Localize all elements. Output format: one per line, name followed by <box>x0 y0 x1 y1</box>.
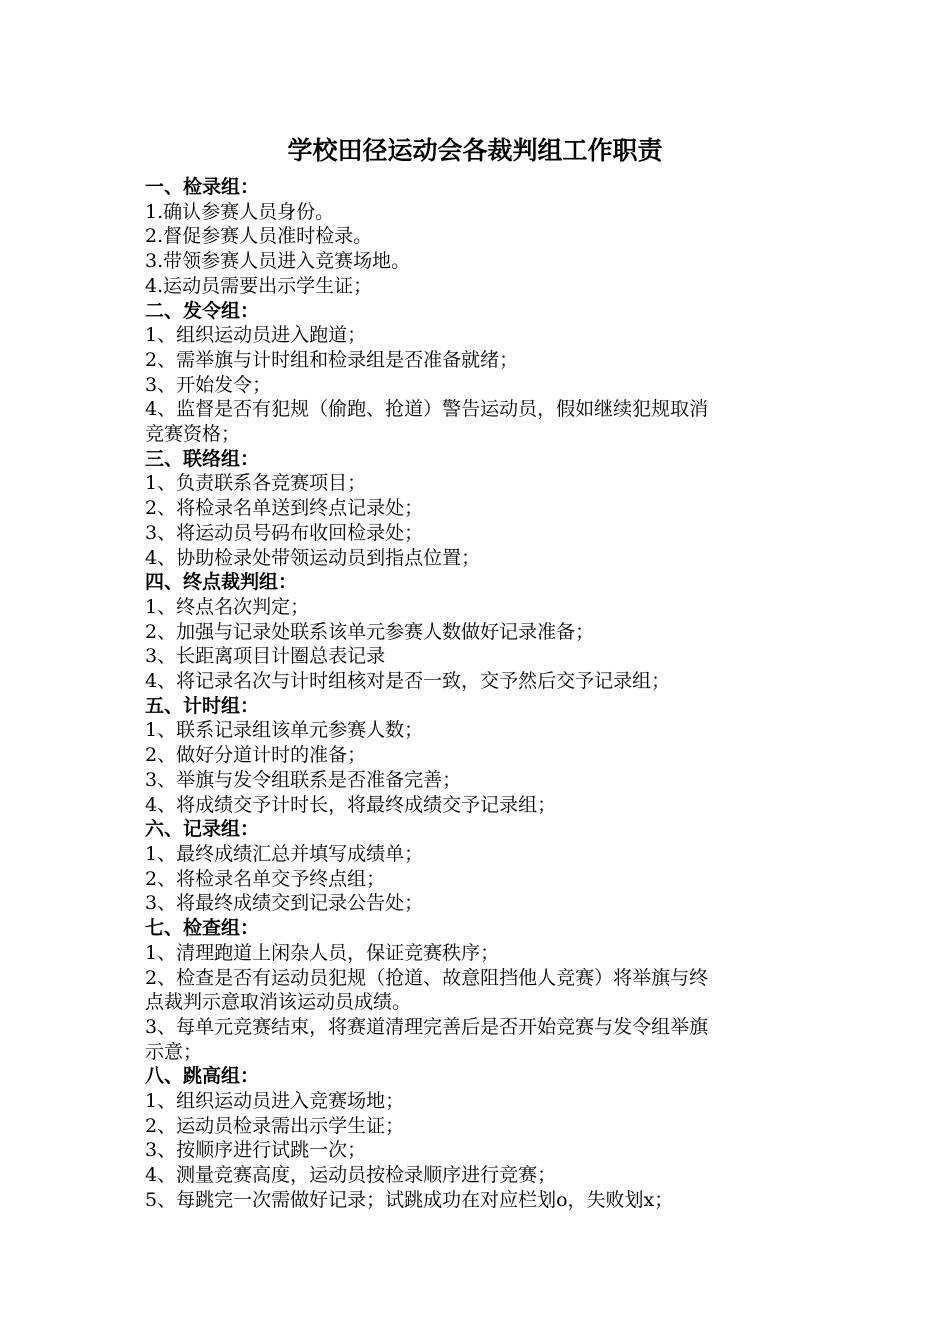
section-7 <box>145 916 813 1064</box>
list-item: 3、长距离项目计圈总表记录 <box>145 645 386 668</box>
list-item-continuation: 点裁判示意取消该运动员成绩。 <box>145 991 412 1014</box>
list-item: 2、需举旗与计时组和检录组是否准备就绪； <box>145 348 519 371</box>
list-item: 1、组织运动员进入跑道； <box>145 324 367 347</box>
section-heading: 四、终点裁判组： <box>145 571 298 594</box>
list-item: 4、监督是否有犯规（偷跑、抢道）警告运动员，假如继续犯规取消 <box>145 398 709 421</box>
list-item: 4、测量竞赛高度，运动员按检录顺序进行竞赛； <box>145 1164 557 1187</box>
list-item: 1、联系记录组该单元参赛人数； <box>145 719 424 742</box>
list-item: 1.确认参赛人员身份。 <box>145 200 335 223</box>
section-heading: 七、检查组： <box>145 917 260 940</box>
section-1 <box>145 175 813 299</box>
list-item: 3.带领参赛人员进入竞赛场地。 <box>145 250 411 273</box>
section-5 <box>145 694 813 818</box>
list-item: 4、将成绩交予计时长，将最终成绩交予记录组； <box>145 793 557 816</box>
list-item: 4、将记录名次与计时组核对是否一致，交予然后交予记录组； <box>145 670 671 693</box>
list-item: 1、负责联系各竞赛项目； <box>145 472 367 495</box>
section-heading: 一、检录组： <box>145 176 260 198</box>
list-item: 2、运动员检录需出示学生证； <box>145 1114 405 1137</box>
section-8 <box>145 1064 813 1212</box>
list-item: 3、每单元竞赛结束，将赛道清理完善后是否开始竞赛与发令组举旗 <box>145 1015 709 1038</box>
section-2 <box>145 299 813 447</box>
document-body <box>145 175 813 1213</box>
section-heading: 三、联络组： <box>145 447 260 470</box>
list-item: 3、举旗与发令组联系是否准备完善； <box>145 768 462 791</box>
list-item: 1、清理跑道上闲杂人员，保证竞赛秩序； <box>145 941 500 964</box>
list-item: 2.督促参赛人员准时检录。 <box>145 225 373 248</box>
section-3 <box>145 447 813 571</box>
list-item: 1、最终成绩汇总并填写成绩单； <box>145 842 424 865</box>
list-item: 4.运动员需要出示学生证； <box>145 274 373 297</box>
section-4 <box>145 570 813 694</box>
list-item-continuation: 示意； <box>145 1040 203 1063</box>
list-item: 1、组织运动员进入竞赛场地； <box>145 1090 405 1113</box>
list-item: 4、协助检录处带领运动员到指点位置； <box>145 546 481 569</box>
list-item: 5、每跳完一次需做好记录；试跳成功在对应栏划o，失败划x； <box>145 1188 674 1211</box>
list-item-continuation: 竞赛资格； <box>145 423 241 446</box>
list-item: 2、将检录名单交予终点组； <box>145 867 386 890</box>
list-item: 2、检查是否有运动员犯规（抢道、故意阻挡他人竞赛）将举旗与终 <box>145 966 709 989</box>
section-heading: 六、记录组： <box>145 818 260 841</box>
list-item: 3、将最终成绩交到记录公告处； <box>145 892 424 915</box>
list-item: 3、将运动员号码布收回检录处； <box>145 521 424 544</box>
list-item: 2、做好分道计时的准备； <box>145 744 367 767</box>
list-item: 2、将检录名单送到终点记录处； <box>145 497 424 520</box>
list-item: 3、按顺序进行试跳一次； <box>145 1139 367 1162</box>
page-title: 学校田径运动会各裁判组工作职责 <box>287 136 663 165</box>
list-item: 1、终点名次判定； <box>145 595 310 618</box>
list-item: 3、开始发令； <box>145 373 272 396</box>
section-6 <box>145 817 813 916</box>
section-heading: 五、计时组： <box>145 694 260 717</box>
section-heading: 八、跳高组： <box>145 1065 260 1088</box>
list-item: 2、加强与记录处联系该单元参赛人数做好记录准备； <box>145 620 595 643</box>
section-heading: 二、发令组： <box>145 299 260 322</box>
